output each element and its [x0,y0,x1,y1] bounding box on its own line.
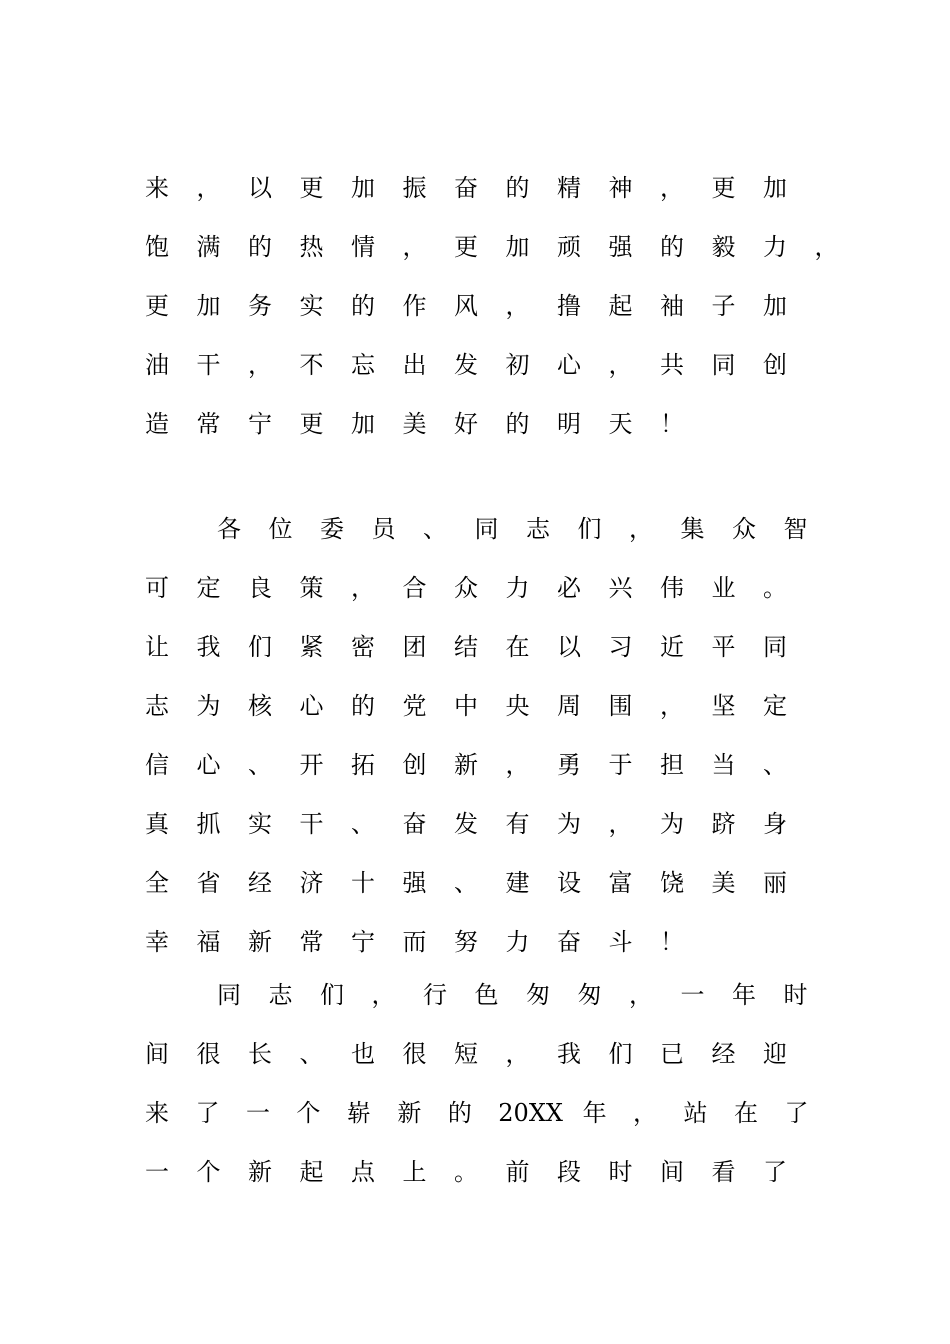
char: 丽 [763,869,787,897]
char: 合 [402,574,427,602]
char: 很 [196,1040,221,1068]
char: ， [505,1040,530,1068]
char: 新 [248,1158,272,1186]
char: 志 [145,692,169,720]
char: 匆 [577,981,602,1009]
char: 福 [196,928,221,956]
char: 志 [526,515,550,543]
char: 各 [217,515,241,543]
text-line [145,745,835,785]
char: 作 [402,292,427,320]
char: 的 [447,1099,472,1127]
char: 出 [402,351,427,379]
char: 有 [505,810,530,838]
char: 新 [454,751,478,779]
char: 集 [680,515,705,543]
text-line [145,1093,835,1133]
char: 近 [660,633,684,661]
char: 我 [196,633,221,661]
char: 让 [145,633,169,661]
char: 、 [763,751,787,779]
char: 子 [711,292,736,320]
char: ， [660,692,684,720]
char: 我 [557,1040,581,1068]
char: 心 [196,751,221,779]
char: 力 [763,233,787,261]
char: 一 [145,1158,169,1186]
char: 新 [248,928,272,956]
text-line [145,1152,835,1192]
text-line [145,286,835,326]
char: 色 [474,981,499,1009]
char: 务 [248,292,272,320]
char: 段 [557,1158,581,1186]
char: 、 [299,1040,324,1068]
char: 起 [299,1158,324,1186]
char: 个 [296,1099,321,1127]
text-line [145,1034,835,1074]
char: ， [505,292,530,320]
char: 迎 [763,1040,787,1068]
char: 上 [402,1158,427,1186]
char: 兴 [608,574,633,602]
char: 常 [299,928,324,956]
char: 委 [320,515,344,543]
char: 周 [557,692,581,720]
char: 设 [557,869,581,897]
char: ， [608,351,633,379]
char: 强 [402,869,427,897]
char: 加 [505,233,530,261]
char: 拓 [351,751,375,779]
char: 、 [423,515,447,543]
char: 为 [196,692,221,720]
char: 必 [557,574,581,602]
char: 实 [248,810,272,838]
text-line [145,804,835,844]
char: 袖 [660,292,684,320]
char: 的 [660,233,684,261]
char: 天 [608,410,633,438]
char: 行 [423,981,447,1009]
char: 长 [248,1040,272,1068]
char: 毅 [711,233,736,261]
char: 为 [557,810,581,838]
char: 建 [505,869,530,897]
char: 饱 [145,233,169,261]
char: 奋 [402,810,427,838]
char: 在 [505,633,530,661]
char: 努 [454,928,478,956]
char: 心 [299,692,324,720]
char: 们 [248,633,272,661]
char: 常 [196,410,221,438]
char: 共 [660,351,684,379]
char: 了 [763,1158,787,1186]
char: 结 [454,633,478,661]
char: 密 [351,633,375,661]
char: 富 [608,869,633,897]
char: ！ [660,928,684,956]
char: 加 [196,292,221,320]
char: 神 [608,174,633,202]
char: 明 [557,410,581,438]
char: 饶 [660,869,684,897]
char: 油 [145,351,169,379]
char: 干 [196,351,221,379]
text-line [145,345,835,385]
char: 以 [248,174,272,202]
char: 忘 [351,351,375,379]
char: 加 [351,410,375,438]
char: 党 [402,692,427,720]
char: 核 [248,692,272,720]
char: ， [814,233,839,261]
char: 志 [268,981,293,1009]
char: 的 [248,233,272,261]
char: 前 [505,1158,530,1186]
char: 撸 [557,292,581,320]
char: 同 [711,351,736,379]
char: 热 [299,233,324,261]
char: 省 [196,869,221,897]
char: 跻 [711,810,736,838]
char: 更 [454,233,478,261]
char: 紧 [299,633,324,661]
char: 年 [582,1099,607,1127]
char: 已 [660,1040,684,1068]
char: 勇 [557,751,581,779]
char: ， [629,515,653,543]
char: 发 [454,810,478,838]
char: 间 [145,1040,169,1068]
text-line [145,922,835,962]
char: 在 [733,1099,758,1127]
char: 干 [299,810,324,838]
char: 实 [299,292,324,320]
char: 以 [557,633,581,661]
char: 众 [732,515,756,543]
char: 们 [577,515,602,543]
char: 良 [248,574,272,602]
char: 的 [505,410,530,438]
char: 员 [371,515,396,543]
char: 身 [763,810,787,838]
char: 位 [268,515,293,543]
char: ， [248,351,272,379]
char: 起 [608,292,633,320]
char: 为 [660,810,684,838]
char: 间 [660,1158,684,1186]
char: 了 [784,1099,809,1127]
char: 同 [763,633,787,661]
text-line [145,568,835,608]
char: 加 [763,174,787,202]
char: 创 [402,751,427,779]
char: 坚 [711,692,736,720]
text-line [145,627,835,667]
char: 新 [397,1099,422,1127]
char: ， [633,1099,658,1127]
char: 发 [454,351,478,379]
char: 十 [351,869,375,897]
char: 真 [145,810,169,838]
char: 智 [783,515,808,543]
char: 经 [711,1040,736,1068]
char: 全 [145,869,169,897]
char: 了 [195,1099,220,1127]
char: 同 [217,981,241,1009]
char: 宁 [351,928,375,956]
char: ， [629,981,653,1009]
char: 开 [299,751,324,779]
text-line [217,975,907,1015]
char: 经 [248,869,272,897]
char: 来 [145,1099,169,1127]
char: 年 [732,981,756,1009]
char: 站 [683,1099,708,1127]
char: 当 [711,751,736,779]
char: 很 [402,1040,427,1068]
char: 美 [711,869,736,897]
text-line [145,686,835,726]
char: 力 [505,928,530,956]
char: 加 [351,174,375,202]
char: ！ [660,410,684,438]
char: 好 [454,410,478,438]
char: 一 [245,1099,270,1127]
char: 们 [320,981,344,1009]
char: 信 [145,751,169,779]
char: 更 [299,410,324,438]
char: 造 [145,410,169,438]
char: 。 [763,574,787,602]
char: 的 [351,692,375,720]
char: 加 [763,292,787,320]
char: 济 [299,869,324,897]
char: 幸 [145,928,169,956]
char: 个 [196,1158,221,1186]
char: 奋 [454,174,478,202]
char: 更 [145,292,169,320]
char: 更 [299,174,324,202]
char: 时 [783,981,808,1009]
char: 20XX [498,1099,563,1127]
char: 的 [505,174,530,202]
char: 央 [505,692,530,720]
char: 平 [711,633,736,661]
char: 初 [505,351,530,379]
char: 不 [299,351,324,379]
char: 时 [608,1158,633,1186]
char: 风 [454,292,478,320]
char: 点 [351,1158,375,1186]
char: 的 [351,292,375,320]
text-line [217,509,907,549]
char: 而 [402,928,427,956]
char: 心 [557,351,581,379]
char: 创 [763,351,787,379]
char: 强 [608,233,633,261]
char: 定 [763,692,787,720]
char: ， [608,810,633,838]
char: 、 [454,869,478,897]
char: ， [505,751,530,779]
char: 奋 [557,928,581,956]
char: 精 [557,174,581,202]
char: 。 [454,1158,478,1186]
char: 看 [711,1158,736,1186]
text-line [145,863,835,903]
char: 担 [660,751,684,779]
char: 美 [402,410,427,438]
char: 们 [608,1040,633,1068]
char: 团 [402,633,427,661]
char: 抓 [196,810,221,838]
char: ， [196,174,221,202]
char: 一 [680,981,705,1009]
char: 围 [608,692,633,720]
char: ， [351,574,375,602]
char: 习 [608,633,633,661]
char: 于 [608,751,633,779]
char: 可 [145,574,169,602]
char: ， [371,981,396,1009]
char: 、 [248,751,272,779]
char: 顽 [557,233,581,261]
char: 更 [711,174,736,202]
text-line [145,168,835,208]
char: 伟 [660,574,684,602]
char: ， [402,233,427,261]
char: 业 [711,574,736,602]
char: 策 [299,574,324,602]
char: 同 [474,515,499,543]
char: 崭 [346,1099,371,1127]
char: 力 [505,574,530,602]
char: 也 [351,1040,375,1068]
char: 情 [351,233,375,261]
char: 短 [454,1040,478,1068]
char: 匆 [526,981,550,1009]
char: 众 [454,574,478,602]
char: 斗 [608,928,633,956]
char: 宁 [248,410,272,438]
char: 定 [196,574,221,602]
text-line [145,227,839,267]
char: 满 [196,233,221,261]
char: 中 [454,692,478,720]
char: 来 [145,174,169,202]
text-line [145,404,835,444]
char: ， [660,174,684,202]
char: 振 [402,174,427,202]
char: 、 [351,810,375,838]
